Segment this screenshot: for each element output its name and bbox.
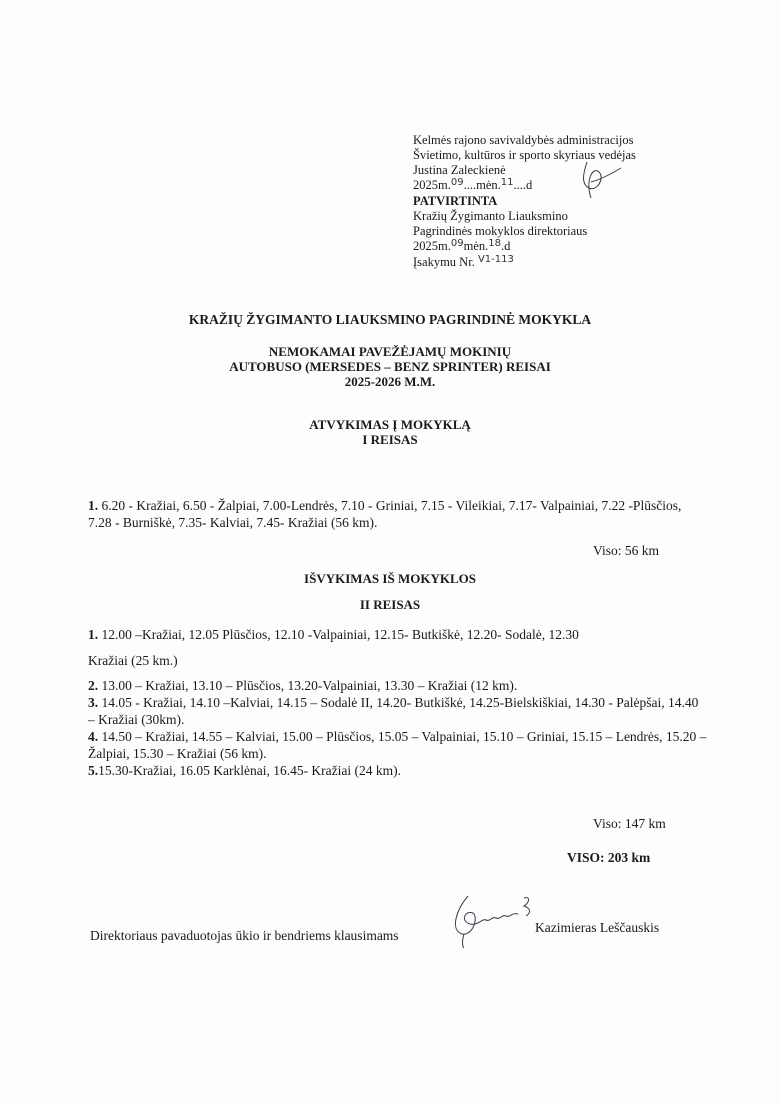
approved-title: PATVIRTINTA (413, 194, 498, 208)
agreed-line-2: Švietimo, kultūros ir sporto skyriaus vedėjas (413, 148, 636, 162)
order-number-handwritten: V1-113 (477, 254, 514, 265)
departure-route-3: 3. 14.05 - Kražiai, 14.10 –Kalviai, 14.15 – Sodalė II, 14.20- Butkiškė, 14.25-Bielskiškiai, 14.30 - Palėpšai, 14.40 – Kražiai (30km). (88, 695, 699, 727)
departure-route-1: 1. 12.00 –Kražiai, 12.05 Plūsčios, 12.10 -Valpainiai, 12.15- Butkiškė, 12.20- Sodalė, 12.30 (88, 627, 579, 642)
departure-route-5: 5.15.30-Kražiai, 16.05 Karklėnai, 16.45- Kražiai (24 km). (88, 763, 402, 778)
agreed-date: 2025m.$^{09}$....mėn.$^{11}$....d (413, 177, 533, 192)
agreed-month-handwritten: 09 (450, 177, 464, 188)
order-number: Įsakymu Nr. $^{V1-113}$ (413, 254, 514, 269)
title-line-2: AUTOBUSO (MERSEDES – BENZ SPRINTER) REISAI (229, 359, 551, 374)
approved-month-handwritten: 09 (450, 238, 464, 249)
departure-trip: II REISAS (359, 597, 421, 612)
agreed-line-3: Justina Zaleckienė (413, 163, 506, 177)
departure-route-2: 2. 13.00 – Kražiai, 13.10 – Plūsčios, 13.20-Valpainiai, 13.30 – Kražiai (12 km). (88, 678, 518, 693)
departure-title: IŠVYKIMAS IŠ MOKYKLOS (304, 571, 476, 586)
arrival-total: Viso: 56 km (593, 543, 659, 558)
title-line-3: 2025-2026 M.M. (344, 374, 436, 389)
arrival-heading (0, 417, 780, 447)
arrival-trip: I REISAS (362, 432, 418, 447)
signature-deputy-icon (448, 890, 538, 950)
departure-route-4: 4. 14.50 – Kražiai, 14.55 – Kalviai, 15.00 – Plūsčios, 15.05 – Valpainiai, 15.10 – Griniai, 15.15 – Lendrės, 15.20 – Žalpiai, 15.30 – Kražiai (56 km). (88, 729, 707, 761)
departure-route-1-cont: Kražiai (25 km.) (88, 653, 178, 668)
approved-day-handwritten: 18 (488, 238, 501, 249)
signatory-role: Direktoriaus pavaduotojas ūkio ir bendriems klausimams (90, 928, 399, 943)
agreed-day-handwritten: 11 (500, 177, 514, 188)
signature-agreed-icon (575, 158, 625, 208)
approved-date: 2025m.$^{09}$mėn.$^{18}$.d (413, 238, 511, 253)
approved-line-1: Kražių Žygimanto Liauksmino (413, 209, 568, 223)
arrival-route-1: 1. 6.20 - Kražiai, 6.50 - Žalpiai, 7.00-Lendrės, 7.10 - Griniai, 7.15 - Vileikiai, 7.17- Valpainiai, 7.22 -Plūsčios, 7.28 - Burniškė, 7.35- Kalviai, 7.45- Kražiai (56 km). (88, 498, 682, 530)
approved-line-2: Pagrindinės mokyklos direktoriaus (413, 224, 588, 238)
school-name: KRAŽIŲ ŽYGIMANTO LIAUKSMINO PAGRINDINĖ MOKYKLA (188, 312, 592, 327)
grand-total: VISO: 203 km (567, 850, 651, 865)
title-line-1: NEMOKAMAI PAVEŽĖJAMŲ MOKINIŲ (268, 344, 512, 359)
arrival-title: ATVYKIMAS Į MOKYKLĄ (309, 417, 471, 432)
signatory-name: Kazimieras Leščauskis (535, 920, 660, 935)
departure-total: Viso: 147 km (593, 816, 666, 831)
agreed-line-1: Kelmės rajono savivaldybės administracijos (413, 133, 634, 147)
document-title (0, 344, 780, 389)
